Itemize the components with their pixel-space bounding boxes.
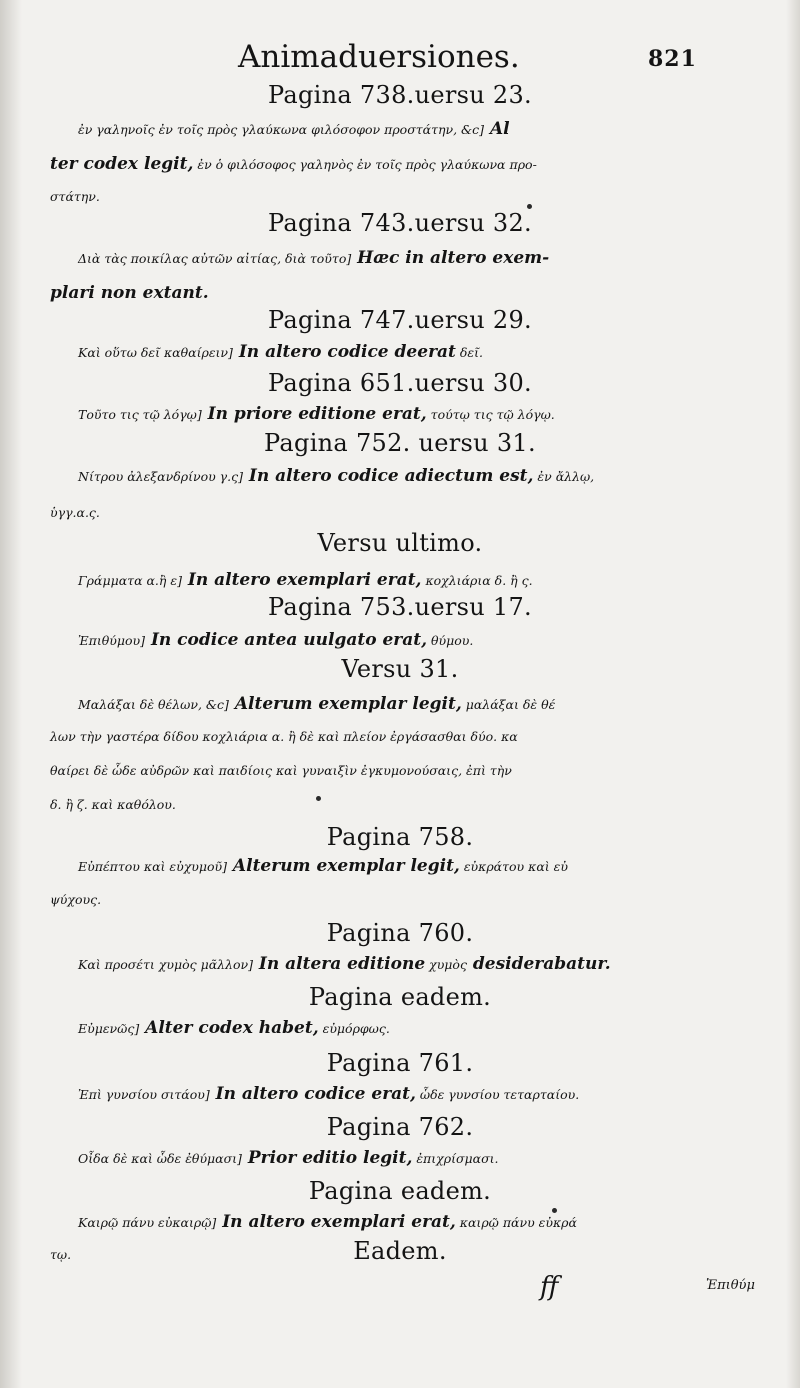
greek-variant: καιρῷ πάνυ εὐκρά (455, 1215, 577, 1230)
greek-lemma: Καὶ οὕτω δεῖ καθαίρειν] (78, 345, 233, 360)
section-heading (0, 1112, 800, 1142)
latin-comment: In altero codice erat, (209, 1084, 416, 1104)
greek-variant: χυμὸς (425, 957, 467, 972)
annotation-line (0, 852, 800, 881)
greek-lemma: ὑγγ.α.ς. (50, 505, 100, 520)
annotation-line (0, 950, 800, 979)
latin-comment: Hæc in altero exem- (351, 248, 550, 268)
latin-comment: ter codex legit, (50, 154, 194, 174)
latin-comment: Al (484, 119, 510, 139)
annotation-line (0, 462, 800, 491)
greek-lemma: Οἶδα δὲ καὶ ὧδε ἐθύμασι] (78, 1151, 242, 1166)
greek-lemma: Καιρῷ πάνυ εὐκαιρῷ] (78, 1215, 217, 1230)
greek-lemma: Γράμματα α.ἢ ε] (78, 573, 182, 588)
greek-variant: τούτῳ τις τῷ λόγῳ. (426, 407, 555, 422)
section-heading (0, 80, 800, 110)
section-heading (0, 368, 800, 398)
greek-lemma: Ἐπὶ γυνσίου σιτάου] (78, 1087, 210, 1102)
heading-text: Eadem. (353, 1237, 447, 1265)
latin-comment: In codice antea uulgato erat, (145, 630, 428, 650)
section-heading (0, 528, 800, 558)
section-heading (0, 305, 800, 335)
section-heading (0, 1048, 800, 1078)
greek-lemma: ψύχους. (50, 892, 102, 907)
heading-text: Pagina 752. uersu 31. (264, 429, 536, 457)
heading-text: Pagina 753.uersu 17. (268, 593, 532, 621)
greek-variant: εὐκράτου καὶ εὐ (459, 859, 568, 874)
heading-text: Pagina 651.uersu 30. (268, 369, 532, 397)
greek-lemma: θαίρει δὲ ὧδε αὐδρῶν καὶ παιδίοις καὶ γυναιξὶν ἐγκυμονούσαις, ἐπὶ τὴν (50, 763, 512, 778)
latin-comment: In altero exemplari erat, (216, 1212, 456, 1232)
section-heading (0, 982, 800, 1012)
annotation-line (0, 690, 800, 719)
greek-lemma: Εὐπέπτου καὶ εὐχυμοῦ] (78, 859, 227, 874)
greek-variant: μαλάξαι δὲ θέ (461, 697, 556, 712)
heading-text: Versu 31. (341, 655, 459, 683)
greek-lemma: δ. ἢ ζ. καὶ καθόλου. (50, 797, 176, 812)
heading-text: Pagina 761. (326, 1049, 474, 1077)
latin-comment: In priore editione erat, (201, 404, 427, 424)
greek-lemma: ἐν γαληνοῖς ἐν τοῖς πρὸς γλαύκωνα φιλόσοφον προστάτην, &c] (78, 122, 485, 137)
heading-text: Pagina 760. (326, 919, 474, 947)
greek-lemma: Νίτρου ἀλεξανδρίνου γ.ς] (78, 469, 243, 484)
section-heading (0, 428, 800, 458)
annotation-line (0, 566, 800, 595)
greek-lemma: στάτην. (50, 189, 100, 204)
latin-comment: plari non extant. (50, 283, 209, 303)
heading-text: Pagina 747.uersu 29. (268, 306, 532, 334)
page-number: 821 (648, 46, 697, 72)
annotation-line (0, 756, 800, 785)
annotation-line (0, 150, 800, 179)
annotation-line (0, 1080, 800, 1109)
latin-comment: Alterum exemplar legit, (227, 856, 460, 876)
ink-speck (316, 796, 321, 801)
annotation-line (0, 885, 800, 914)
latin-comment: In altera editione (252, 954, 426, 974)
heading-text: Pagina eadem. (308, 983, 492, 1011)
annotation-line (0, 722, 800, 751)
heading-text: Pagina 738.uersu 23. (268, 81, 532, 109)
greek-lemma: τῳ. (50, 1247, 72, 1262)
greek-lemma: Καὶ προσέτι χυμὸς μᾶλλον] (78, 957, 253, 972)
heading-text: Pagina 758. (326, 823, 474, 851)
section-heading (0, 1176, 800, 1206)
annotation-line (0, 182, 800, 211)
greek-lemma: Διὰ τὰς ποικίλας αὐτῶν αἰτίας, διὰ τοῦτο] (78, 251, 352, 266)
ink-speck (527, 204, 532, 209)
heading-text: Versu ultimo. (317, 529, 483, 557)
latin-comment: Alterum exemplar legit, (228, 694, 462, 714)
annotation-line (0, 1144, 800, 1173)
heading-text: Pagina 743.uersu 32. (268, 209, 532, 237)
page-header (0, 38, 800, 78)
greek-variant: ἐν ὁ φιλόσοφος γαληνὸς ἐν τοῖς πρὸς γλαύκωνα προ- (193, 157, 537, 172)
greek-variant: ἐπιχρίσμασι. (412, 1151, 499, 1166)
annotation-line (0, 115, 800, 144)
greek-variant: δεῖ. (455, 345, 483, 360)
latin-comment: Alter codex habet, (139, 1018, 319, 1038)
latin-comment: desiderabatur. (466, 954, 611, 974)
annotation-line (0, 790, 800, 819)
section-heading (0, 918, 800, 948)
signature-mark: ff (540, 1272, 559, 1302)
annotation-line (0, 626, 800, 655)
latin-comment: In altero exemplari erat, (181, 570, 422, 590)
annotation-line (0, 244, 800, 273)
latin-comment: In altero codice deerat (232, 342, 456, 362)
greek-lemma: Μαλάξαι δὲ θέλων, &c] (78, 697, 229, 712)
annotation-line (0, 400, 800, 429)
section-heading (0, 654, 800, 684)
greek-lemma: Εὐμενῶς] (78, 1021, 140, 1036)
greek-variant: εὐμόρφως. (318, 1021, 390, 1036)
greek-lemma: Τοῦτο τις τῷ λόγῳ] (78, 407, 202, 422)
page-footer (0, 1268, 800, 1318)
greek-variant: θύμου. (427, 633, 474, 648)
section-heading (0, 822, 800, 852)
latin-comment: In altero codice adiectum est, (243, 466, 534, 486)
heading-text: Pagina eadem. (308, 1177, 492, 1205)
section-heading (0, 592, 800, 622)
annotation-line (0, 1208, 800, 1237)
annotation-line (0, 279, 800, 307)
annotation-line (0, 498, 800, 527)
ink-speck (552, 1208, 557, 1213)
greek-lemma: Ἐπιθύμου] (78, 633, 146, 648)
catchword: Ἐπιθύμ (706, 1278, 755, 1293)
annotation-line (0, 338, 800, 367)
heading-text: Pagina 762. (326, 1113, 474, 1141)
running-head: Animaduersiones. (238, 39, 520, 75)
section-heading (0, 208, 800, 238)
greek-variant: ἐν ἄλλῳ, (533, 469, 595, 484)
greek-lemma: λων τὴν γαστέρα δίδου κοχλιάρια α. ἢ δὲ καὶ πλείον ἐργάσασθαι δύο. κα (50, 729, 518, 744)
section-heading (0, 1236, 800, 1266)
greek-variant: ὧδε γυνσίου τεταρταίου. (415, 1087, 580, 1102)
latin-comment: Prior editio legit, (241, 1148, 413, 1168)
greek-variant: κοχλιάρια δ. ἢ ς. (421, 573, 533, 588)
annotation-line (0, 1014, 800, 1043)
